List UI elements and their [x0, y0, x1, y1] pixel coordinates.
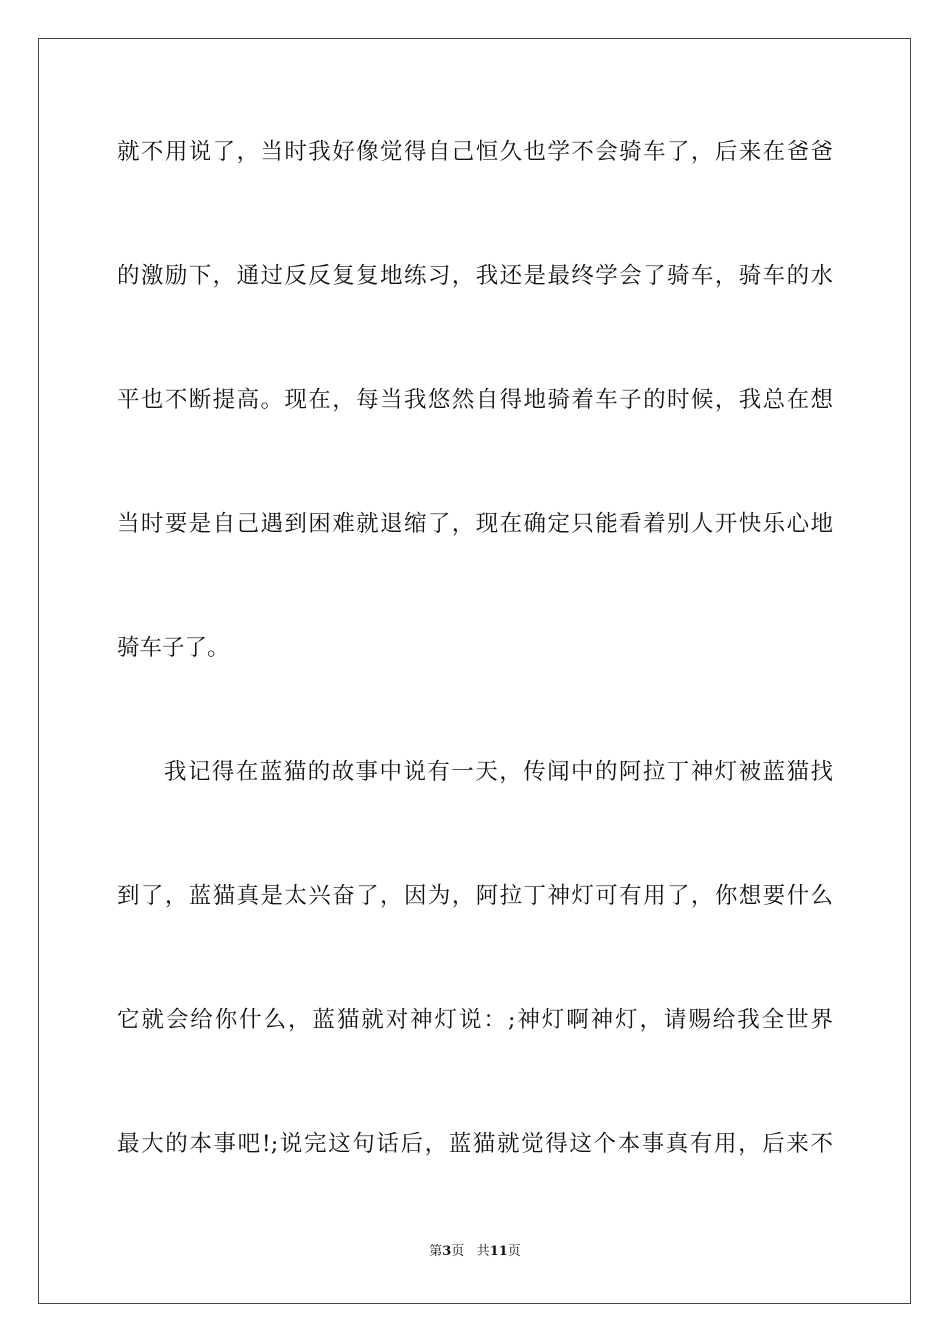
text-line-7: 到了，蓝猫真是太兴奋了，因为，阿拉丁神灯可有用了，你想要什么: [117, 883, 833, 909]
total-pages: 11: [489, 1244, 508, 1259]
total-suffix: 页: [507, 1244, 521, 1259]
text-line-6: 我记得在蓝猫的故事中说有一天，传闻中的阿拉丁神灯被蓝猫找: [164, 759, 833, 785]
text-line-4: 当时要是自己遇到困难就退缩了，现在确定只能看着别人开快乐心地: [117, 511, 833, 537]
page-footer: [0, 1243, 950, 1261]
page-prefix: 第: [429, 1244, 443, 1259]
page-number: 3: [442, 1244, 452, 1259]
text-line-9: 最大的本事吧!;说完这句话后，蓝猫就觉得这个本事真有用，后来不: [117, 1131, 833, 1157]
total-prefix: 共: [476, 1244, 490, 1259]
text-line-8: 它就会给你什么，蓝猫就对神灯说：;神灯啊神灯，请赐给我全世界: [117, 1007, 833, 1033]
text-line-1: 就不用说了，当时我好像觉得自己恒久也学不会骑车了，后来在爸爸: [117, 139, 833, 165]
page-border: [38, 38, 911, 1304]
page-suffix: 页: [451, 1244, 465, 1259]
text-line-3: 平也不断提高。现在，每当我悠然自得地骑着车子的时候，我总在想: [117, 387, 833, 413]
text-line-2: 的激励下，通过反反复复地练习，我还是最终学会了骑车，骑车的水: [117, 263, 833, 289]
text-line-5: 骑车子了。: [117, 635, 230, 661]
